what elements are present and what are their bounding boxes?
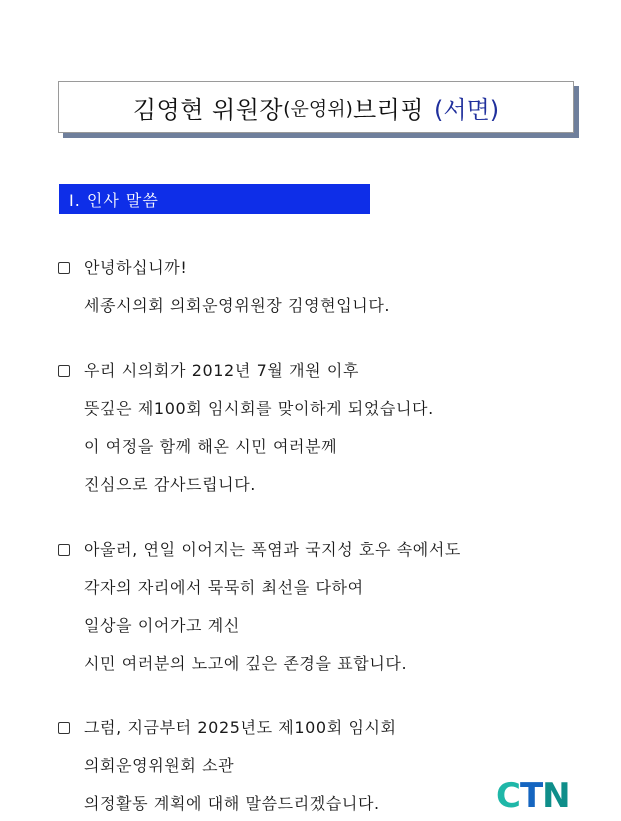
paragraph-line: 뜻깊은 제100회 임시회를 맞이하게 되었습니다.	[84, 399, 434, 418]
paragraph-line: 시민 여러분의 노고에 깊은 존경을 표합니다.	[84, 654, 408, 673]
checkbox-bullet-icon	[58, 722, 70, 734]
section-header-label: Ⅰ. 인사 말씀	[69, 190, 159, 210]
checkbox-bullet-icon	[58, 544, 70, 556]
paragraph-line: 그럼, 지금부터 2025년도 제100회 임시회	[84, 718, 397, 737]
paragraph-line: 세종시의회 의회운영위원장 김영현입니다.	[84, 296, 391, 315]
ctn-logo	[496, 776, 570, 816]
paragraph-line: 의회운영위원회 소관	[84, 756, 235, 775]
title-committee: (운영위)	[283, 97, 353, 120]
briefing-title	[58, 81, 574, 133]
checkbox-bullet-icon	[58, 365, 70, 377]
title-main: 김영현 위원장	[132, 95, 284, 124]
logo-letter-t: T	[519, 776, 543, 816]
paragraph-line: 일상을 이어가고 계신	[84, 616, 240, 635]
paragraph-line: 우리 시의회가 2012년 7월 개원 이후	[84, 361, 360, 380]
paragraph-line: 안녕하십니까!	[84, 258, 188, 277]
paragraph-line: 이 여정을 함께 해온 시민 여러분께	[84, 437, 338, 456]
logo-letter-c: C	[496, 776, 520, 816]
title-written-tag: (서면)	[434, 95, 500, 124]
section-header-greeting	[59, 184, 370, 214]
paragraph-line: 진심으로 감사드립니다.	[84, 475, 256, 494]
paragraph-line: 의정활동 계획에 대해 말씀드리겠습니다.	[84, 794, 380, 813]
logo-letter-n: N	[542, 776, 570, 816]
paragraph-line: 아울러, 연일 이어지는 폭염과 국지성 호우 속에서도	[84, 540, 461, 559]
title-briefing: 브리핑	[352, 95, 425, 124]
paragraph-line: 각자의 자리에서 묵묵히 최선을 다하여	[84, 578, 364, 597]
checkbox-bullet-icon	[58, 262, 70, 274]
